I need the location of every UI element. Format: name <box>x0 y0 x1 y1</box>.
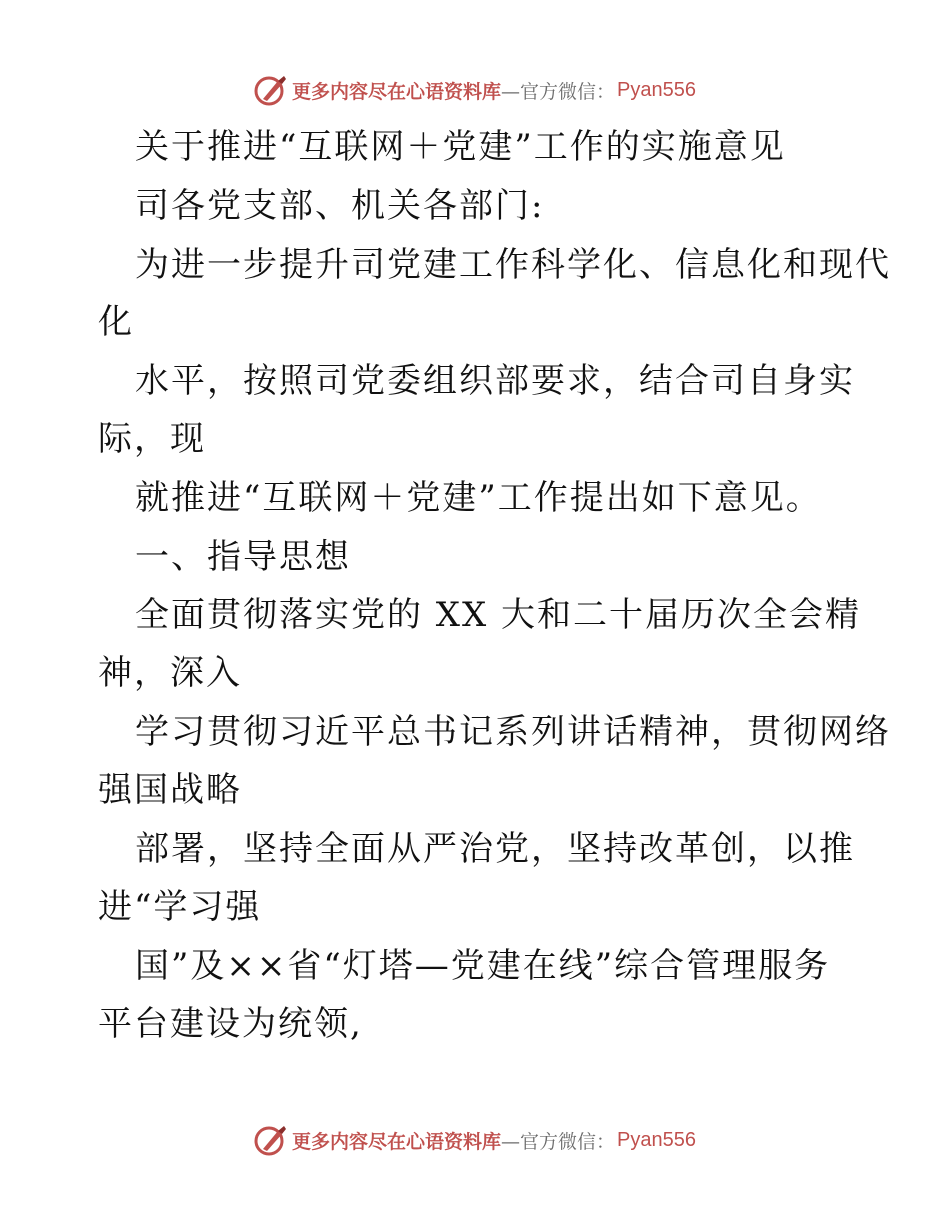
document-line-14: 国”及××省“灯塔—党建在线”综合管理服务 <box>135 946 831 986</box>
document-line-1: 司各党支部、机关各部门: <box>135 186 545 226</box>
footer-brand-text: 更多内容尽在心语资料库 <box>292 1130 502 1153</box>
document-line-9: 神，深入 <box>98 653 242 693</box>
document-line-10: 学习贯彻习近平总书记系列讲话精神，贯彻网络 <box>135 712 891 752</box>
header-separator-text: —官方微信： <box>501 80 616 103</box>
document-line-5: 际，现 <box>98 419 206 459</box>
document-line-3: 化 <box>98 302 134 342</box>
document-line-7: 一、指导思想 <box>135 537 351 577</box>
document-line-11: 强国战略 <box>98 770 242 810</box>
document-line-15: 平台建设为统领, <box>98 1004 363 1044</box>
header-wechat-id: Pyan556 <box>617 78 696 101</box>
document-line-4: 水平，按照司党委组织部要求，结合司自身实 <box>135 361 855 401</box>
footer-separator-text: —官方微信： <box>501 1130 616 1153</box>
document-title: 关于推进“互联网＋党建”工作的实施意见 <box>135 127 786 167</box>
footer-wechat-id: Pyan556 <box>617 1128 696 1151</box>
document-line-8: 全面贯彻落实党的 XX 大和二十届历次全会精 <box>135 595 862 635</box>
document-line-2: 为进一步提升司党建工作科学化、信息化和现代 <box>135 245 891 285</box>
header-brand-text: 更多内容尽在心语资料库 <box>292 80 502 103</box>
pen-logo-icon <box>254 1123 288 1157</box>
pen-logo-icon <box>254 73 288 107</box>
document-line-13: 进“学习强 <box>98 887 262 927</box>
document-line-12: 部署，坚持全面从严治党，坚持改革创，以推 <box>135 829 855 869</box>
document-line-6: 就推进“互联网＋党建”工作提出如下意见。 <box>135 478 822 518</box>
header-watermark <box>0 70 950 110</box>
footer-watermark <box>0 1120 950 1160</box>
